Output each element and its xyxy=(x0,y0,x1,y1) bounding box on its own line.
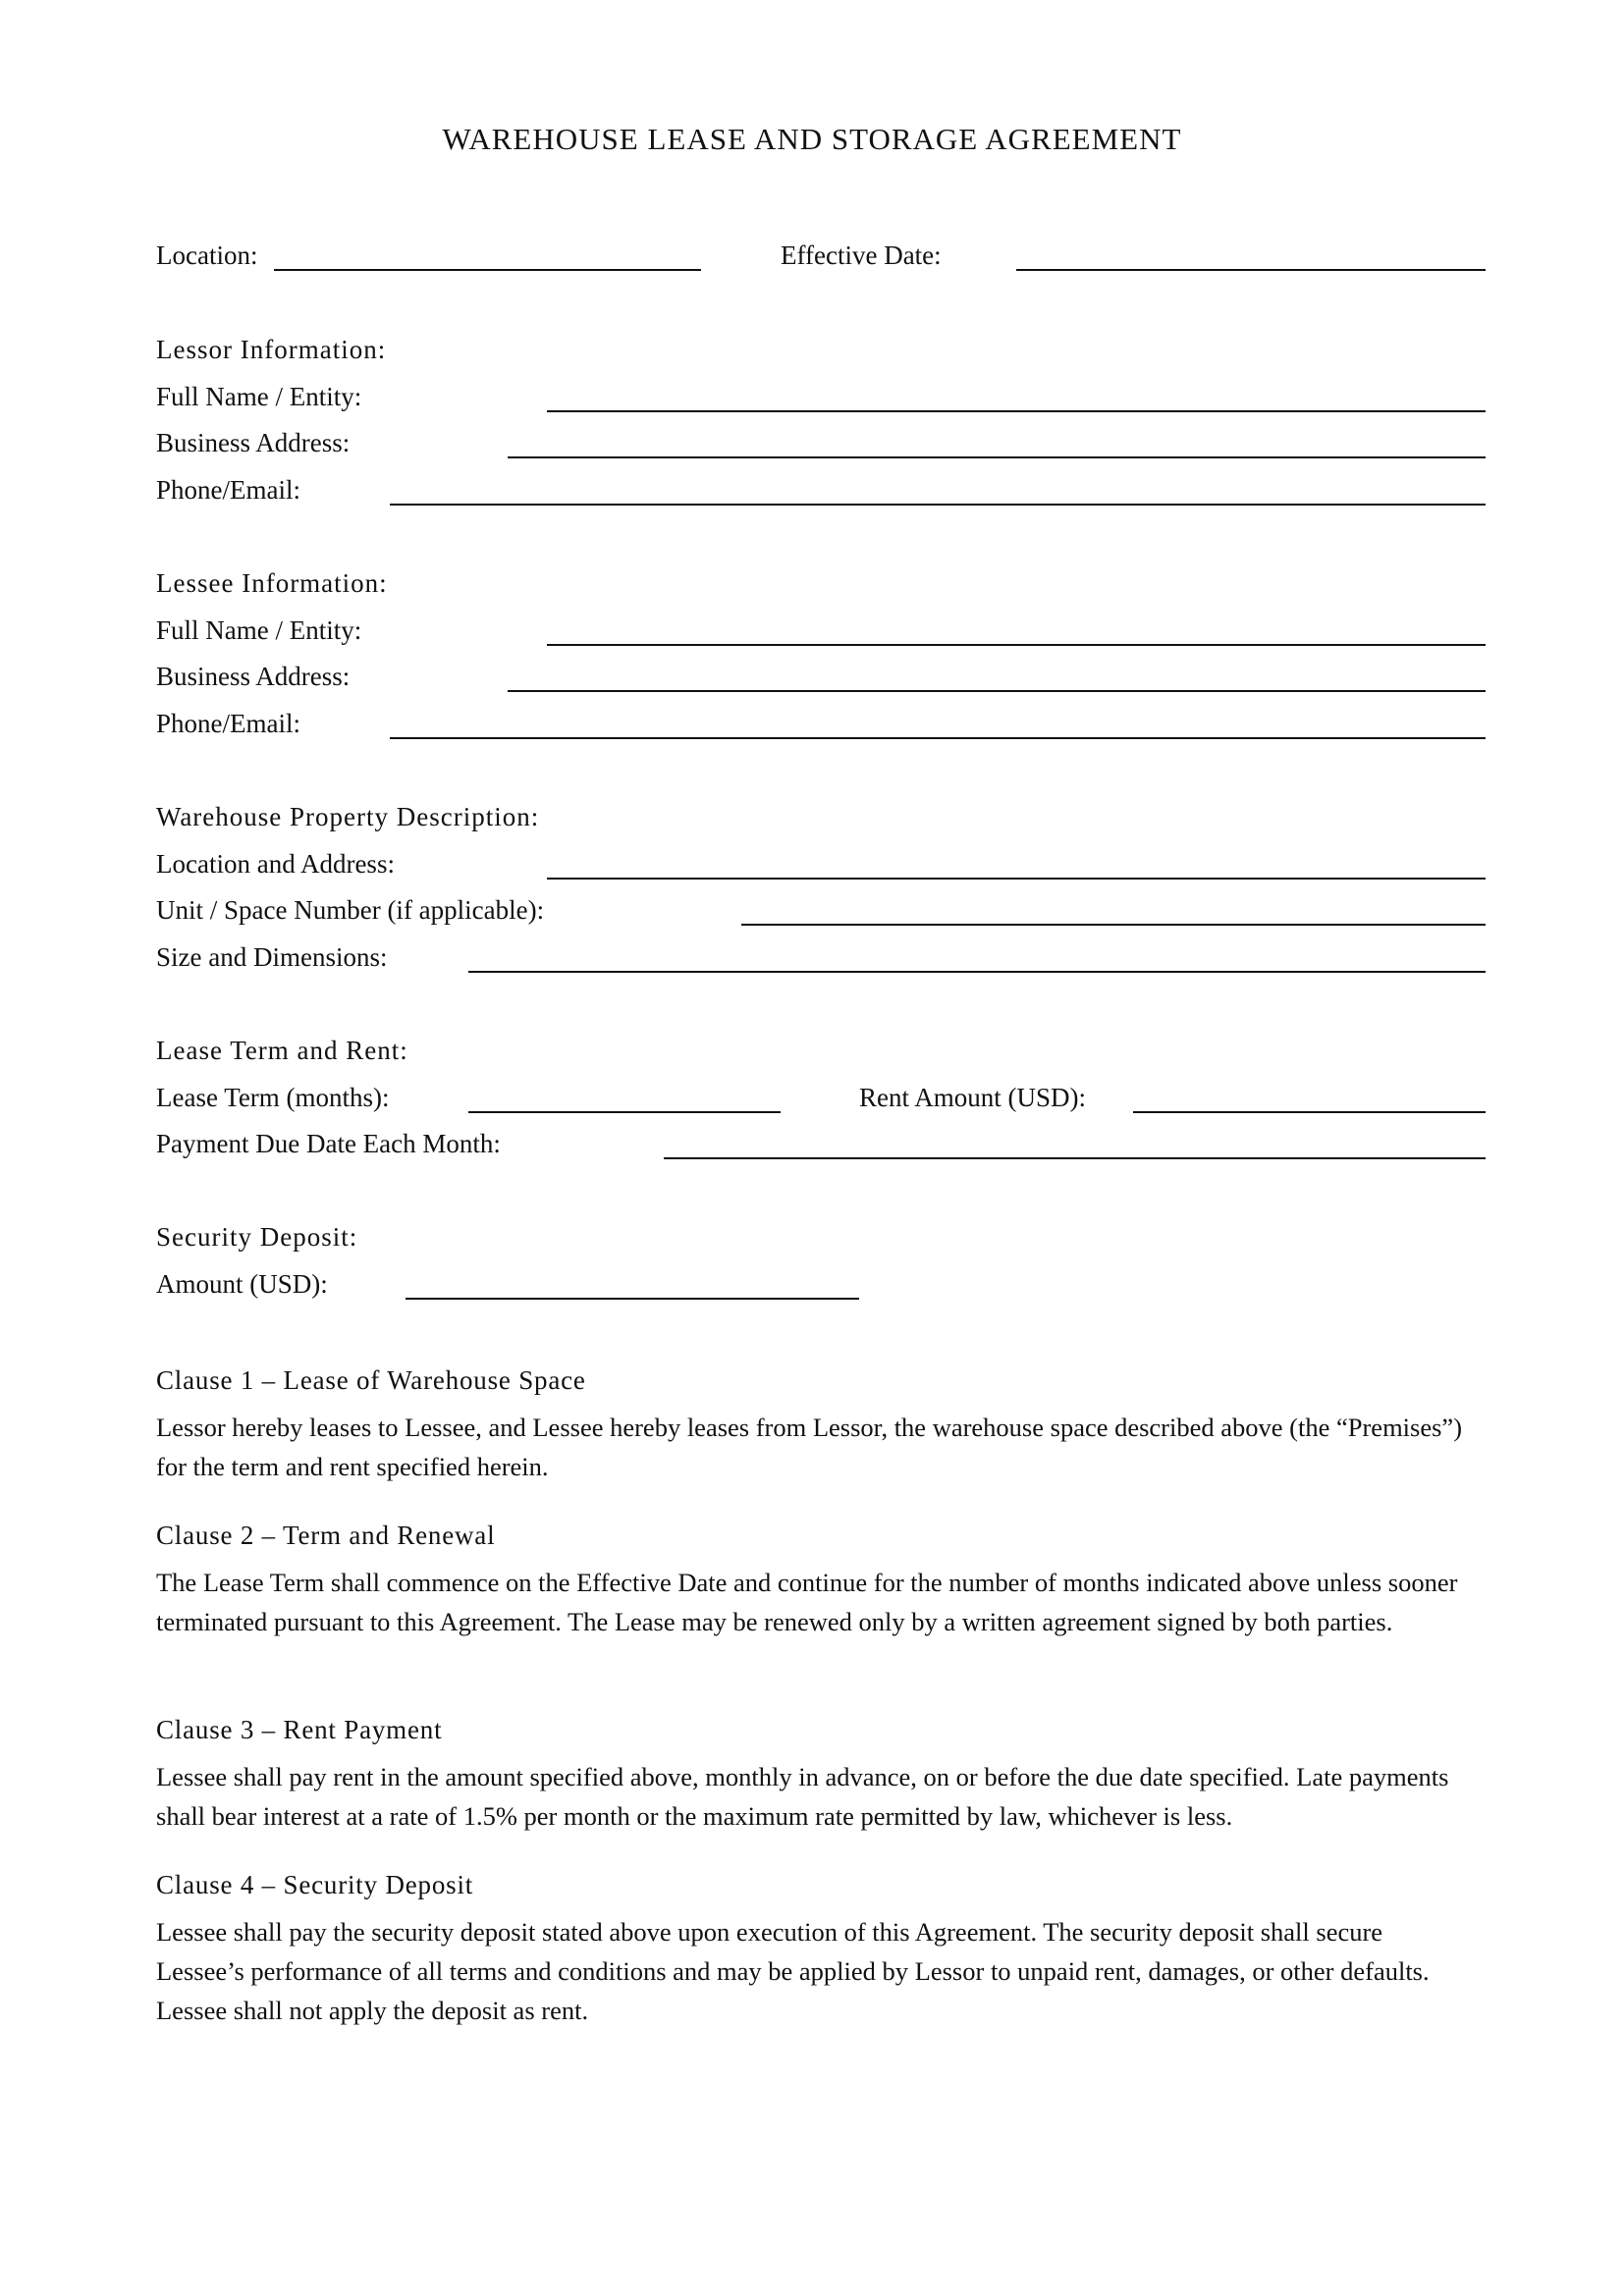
payment-due-label: Payment Due Date Each Month: xyxy=(156,1129,501,1158)
clause-1-body: Lessor hereby leases to Lessee, and Lessee hereby leases from Lessor, the warehouse space described above (the “Premises”) for the term and rent specified herein. xyxy=(156,1413,1463,1481)
property-size-field[interactable] xyxy=(468,971,1486,973)
deposit-amount-field[interactable] xyxy=(406,1298,859,1300)
lessee-contact-field[interactable] xyxy=(390,737,1486,739)
property-location-field[interactable] xyxy=(547,878,1486,880)
effective-date-field[interactable] xyxy=(1016,269,1486,271)
clause-4-body: Lessee shall pay the security deposit stated above upon execution of this Agreement. The security deposit shall secure Lessee’s performance of all terms and conditions and may be applied by Lessor to unpaid rent, damages, or other defaults. Lessee shall not apply the deposit as rent. xyxy=(156,1917,1430,2025)
clause-2-title: Clause 2 – Term and Renewal xyxy=(156,1521,496,1550)
lessor-heading: Lessor Information: xyxy=(156,335,387,364)
lessor-address-label: Business Address: xyxy=(156,428,351,457)
lessor-contact-field[interactable] xyxy=(390,504,1486,506)
lessee-name-field[interactable] xyxy=(547,644,1486,646)
clause-3-title: Clause 3 – Rent Payment xyxy=(156,1715,443,1744)
lessor-address-field[interactable] xyxy=(508,456,1486,458)
lessee-address-label: Business Address: xyxy=(156,662,351,691)
clause-4-title: Clause 4 – Security Deposit xyxy=(156,1870,474,1899)
lessor-name-field[interactable] xyxy=(547,410,1486,412)
lessor-name-label: Full Name / Entity: xyxy=(156,382,362,411)
clause-2-body: The Lease Term shall commence on the Effective Date and continue for the number of months indicated above unless sooner terminated pursuant to this Agreement. The Lease may be renewed only by a written agreement signed by both parties. xyxy=(156,1568,1458,1636)
deposit-heading: Security Deposit: xyxy=(156,1222,358,1252)
lease-heading: Lease Term and Rent: xyxy=(156,1036,408,1065)
rent-amount-field[interactable] xyxy=(1133,1111,1486,1113)
payment-due-field[interactable] xyxy=(664,1157,1486,1159)
property-unit-label: Unit / Space Number (if applicable): xyxy=(156,895,545,925)
lessee-heading: Lessee Information: xyxy=(156,568,388,598)
document-title: WAREHOUSE LEASE AND STORAGE AGREEMENT xyxy=(442,122,1182,156)
rent-amount-label: Rent Amount (USD): xyxy=(859,1083,1087,1112)
property-heading: Warehouse Property Description: xyxy=(156,802,540,831)
property-location-label: Location and Address: xyxy=(156,849,395,879)
deposit-amount-label: Amount (USD): xyxy=(156,1269,328,1299)
clause-3-body: Lessee shall pay rent in the amount specified above, monthly in advance, on or before the due date specified. Late payments shall bear interest at a rate of 1.5% per month or the maximum rate permitted by law, whichever is less. xyxy=(156,1762,1449,1831)
lessee-address-field[interactable] xyxy=(508,690,1486,692)
lessor-contact-label: Phone/Email: xyxy=(156,475,300,505)
lessee-contact-label: Phone/Email: xyxy=(156,709,300,738)
lease-term-field[interactable] xyxy=(468,1111,781,1113)
property-unit-field[interactable] xyxy=(741,924,1486,926)
location-label: Location: xyxy=(156,240,258,270)
clause-1-title: Clause 1 – Lease of Warehouse Space xyxy=(156,1365,586,1395)
effective-date-label: Effective Date: xyxy=(781,240,942,270)
lessee-name-label: Full Name / Entity: xyxy=(156,615,362,645)
property-size-label: Size and Dimensions: xyxy=(156,942,388,972)
lease-term-label: Lease Term (months): xyxy=(156,1083,390,1112)
location-field[interactable] xyxy=(274,269,701,271)
